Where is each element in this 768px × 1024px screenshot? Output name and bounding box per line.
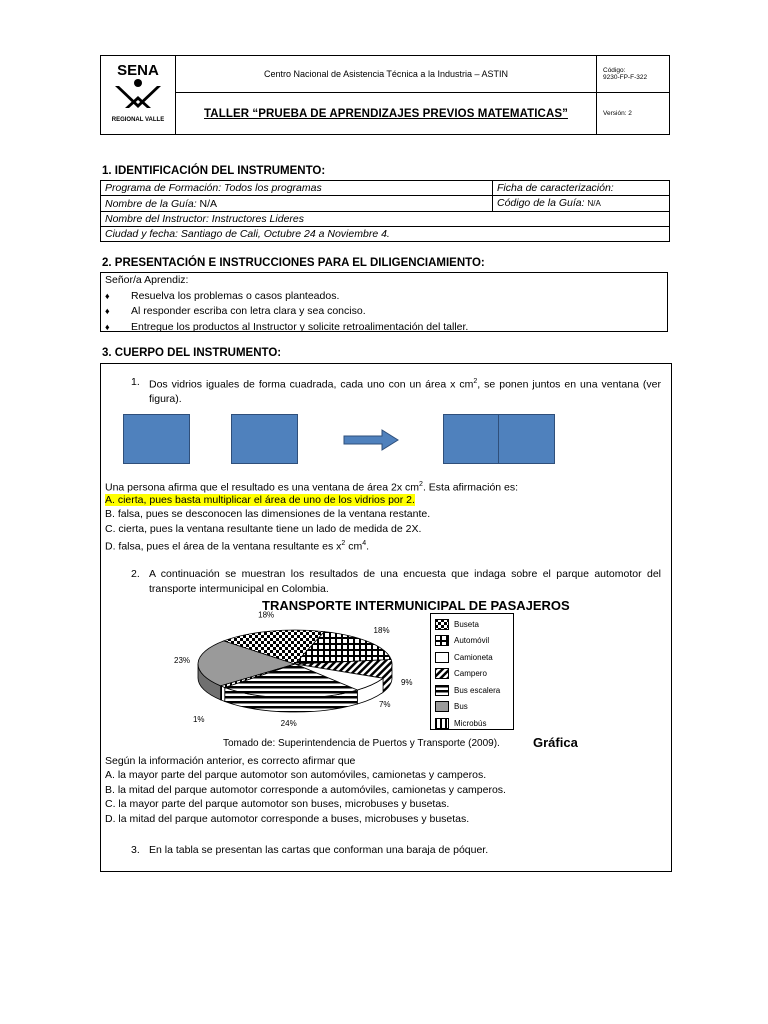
code-cell [597,56,670,93]
q1-option-d [105,537,369,554]
logo-wordmark: SENA [117,62,159,79]
legend-item-bus [435,699,513,716]
q1-opt-d-sup2: 4 [362,540,367,547]
q3-text: En la tabla se presentan las cartas que conforman una baraja de póquer. [149,844,489,856]
codigo-label: Código: [603,67,626,74]
instructions-box [100,272,668,332]
q2-option-a: A. la mayor parte del parque automotor son automóviles, camionetas y camperos. [105,769,487,781]
q1-number: 1. [131,376,140,388]
instruction-text-2: Al responder escriba con letra clara y sea conciso. [131,305,366,317]
identification-table [100,180,670,242]
legend-label-camioneta: Camioneta [454,652,493,662]
q1-option-b: B. falsa, pues se desconocen las dimensiones de la ventana restante. [105,508,431,520]
guia-cell [101,196,493,212]
ficha-cell: Ficha de caracterización: [493,181,670,196]
q3-number: 3. [131,844,140,856]
glass-square-1 [123,414,190,464]
legend-label-buseta: Buseta [454,619,479,629]
codigo-guia-label: Código de la Guía: [497,197,588,209]
legend-swatch-automovil [435,635,449,646]
legend-label-automovil: Automóvil [454,636,490,646]
q2-option-b: B. la mitad del parque automotor corresponde a automóviles, camionetas y camperos. [105,784,506,796]
legend-label-bus-escalera: Bus escalera [454,685,501,695]
q1-stem-b: . Esta afirmación es: [422,481,519,494]
taller-title: TALLER “PRUEBA DE APRENDIZAJES PREVIOS MATEMATICAS” [176,93,597,135]
pie-slices [198,630,392,712]
instruction-text-1: Resuelva los problemas o casos planteados. [131,289,340,302]
q1-text-a: Dos vidrios iguales de forma cuadrada, cada uno con un área x cm [149,378,474,391]
legend-item-bus-escalera [435,682,513,699]
logo-cell [101,56,176,135]
guia-value: N/A [199,197,218,210]
legend-item-automovil [435,633,513,650]
q1-text [149,375,661,407]
q1-opt-d-sup1: 2 [341,540,346,547]
ciudad-cell: Ciudad y fecha: Santiago de Cali, Octubre 24 a Noviembre 4. [101,227,670,242]
q1-opt-d-mid: cm [345,540,363,553]
grafica-label: Gráfica [533,735,578,750]
pie-label-campero: 9% [400,678,413,688]
legend-swatch-bus-escalera [435,685,449,696]
legend-item-campero [435,666,513,683]
pie-label-bus: 23% [174,655,191,665]
logo-subtitle: REGIONAL VALLE [111,117,165,123]
window-half-right [498,414,555,464]
chart-source: Tomado de: Superintendencia de Puertos y Transporte (2009). [223,738,500,749]
q1-option-c: C. cierta, pues la ventana resultante tiene un lado de medida de 2X. [105,523,422,535]
legend-swatch-campero [435,668,449,679]
pie-chart [174,596,600,736]
center-name: Centro Nacional de Asistencia Técnica a la Industria – ASTIN [176,56,597,93]
q2-option-d: D. la mitad del parque automotor corresponde a buses, microbuses y busetas. [105,813,470,825]
q1-option-a [105,493,415,508]
legend-item-buseta [435,616,513,633]
q2-text: A continuación se muestran los resultados de una encuesta que indaga sobre el parque automotor del transporte intermunicipal en Colombia. [149,568,661,595]
instructor-cell: Nombre del Instructor: Instructores Lideres [101,212,670,227]
instruction-item-1 [105,289,667,305]
q2-stem: Según la información anterior, es correcto afirmar que [105,755,356,767]
legend-item-camioneta [435,649,513,666]
pie-label-automovil: 18% [373,626,390,636]
q1-sup: 2 [473,378,478,385]
pie-side-microbus [221,686,225,702]
window-half-left [443,414,500,464]
legend-label-bus: Bus [454,702,468,712]
legend-label-campero: Campero [454,669,487,679]
codigo-guia-cell [493,196,670,212]
section2-title: 2. PRESENTACIÓN E INSTRUCCIONES PARA EL DILIGENCIAMIENTO: [102,257,485,269]
legend-swatch-buseta [435,619,449,630]
q2-option-c: C. la mayor parte del parque automotor son buses, microbuses y busetas. [105,798,450,810]
bullet-diamond: ♦ [105,290,110,301]
q1-stem-sup: 2 [419,481,423,488]
codigo-value: 9230-FP-F-322 [603,74,648,81]
q1-stem-a: Una persona afirma que el resultado es una ventana de área 2x cm [105,481,420,494]
arrow-right-icon [342,428,400,452]
legend-label-microbus: Microbús [454,718,487,728]
q1-option-a-text: A. cierta, pues basta multiplicar el área de uno de los vidrios por 2. [105,494,415,506]
pie-label-microbus: 1% [192,714,205,724]
bullet-diamond: ♦ [105,306,110,316]
codigo-guia-value: N/A [587,199,601,208]
chart-title: TRANSPORTE INTERMUNICIPAL DE PASAJEROS [262,598,570,613]
document-header [100,55,670,135]
q1-text-b: , se ponen juntos en una ventana (ver figura). [149,378,661,405]
section1-title: 1. IDENTIFICACIÓN DEL INSTRUMENTO: [102,165,326,177]
programa-cell: Programa de Formación: Todos los programas [101,181,493,196]
pie-label-bus-escalera: 24% [280,718,297,728]
chart-legend [430,613,514,730]
section3-title: 3. CUERPO DEL INSTRUMENTO: [102,347,282,359]
q2-number: 2. [131,568,140,580]
q1-opt-d-a: D. falsa, pues el área de la ventana resultante es x [105,540,342,553]
instruction-text-3: Entregue los productos al Instructor y solicite retroalimentación del taller. [131,320,469,333]
guia-label: Nombre de la Guía: [105,197,200,210]
pie-label-buseta: 18% [258,610,275,620]
legend-item-microbus [435,715,513,732]
instruction-item-3 [105,320,667,336]
legend-swatch-camioneta [435,652,449,663]
pie-label-camioneta: 7% [378,700,391,710]
logo-head-dot [134,79,142,87]
bullet-diamond: ♦ [105,321,110,332]
greeting: Señor/a Aprendiz: [105,274,189,286]
q1-opt-d-end: . [366,540,370,553]
version-cell: Versión: 2 [597,93,670,135]
legend-swatch-microbus [435,718,449,729]
legend-swatch-bus [435,701,449,712]
sena-logo [101,56,175,129]
instruction-item-2 [105,304,667,320]
glass-square-2 [231,414,298,464]
